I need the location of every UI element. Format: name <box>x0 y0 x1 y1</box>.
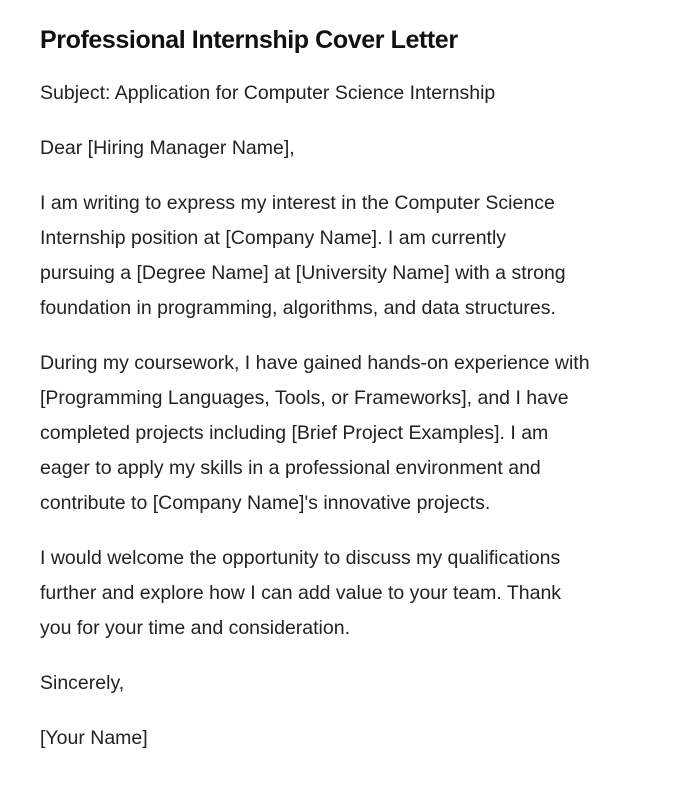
paragraph-line: further and explore how I can add value to your team. Thank <box>40 582 562 604</box>
closing-phrase: Sincerely, <box>40 672 125 694</box>
paragraph-line: During my coursework, I have gained hands-on experience with <box>40 352 590 374</box>
paragraph-line: Internship position at [Company Name]. I am currently <box>40 227 507 249</box>
paragraph-line: [Programming Languages, Tools, or Frameworks], and I have <box>40 387 569 409</box>
paragraph-line: I would welcome the opportunity to discuss my qualifications <box>40 547 561 569</box>
body-paragraph-closing <box>40 541 660 646</box>
paragraph-line: completed projects including [Brief Project Examples]. I am <box>40 422 549 444</box>
body-paragraph-intro <box>40 186 660 326</box>
document-title: Professional Internship Cover Letter <box>40 26 458 54</box>
subject-line: Subject: Application for Computer Science Internship <box>40 82 496 104</box>
paragraph-line: contribute to [Company Name]'s innovative projects. <box>40 492 491 514</box>
paragraph-line: eager to apply my skills in a professional environment and <box>40 457 541 479</box>
paragraph-line: you for your time and consideration. <box>40 617 351 639</box>
salutation: Dear [Hiring Manager Name], <box>40 137 295 159</box>
signature-name: [Your Name] <box>40 727 148 749</box>
body-paragraph-experience <box>40 346 660 521</box>
paragraph-line: I am writing to express my interest in the Computer Science <box>40 192 555 214</box>
paragraph-line: pursuing a [Degree Name] at [University Name] with a strong <box>40 262 566 284</box>
paragraph-line: foundation in programming, algorithms, and data structures. <box>40 297 556 319</box>
